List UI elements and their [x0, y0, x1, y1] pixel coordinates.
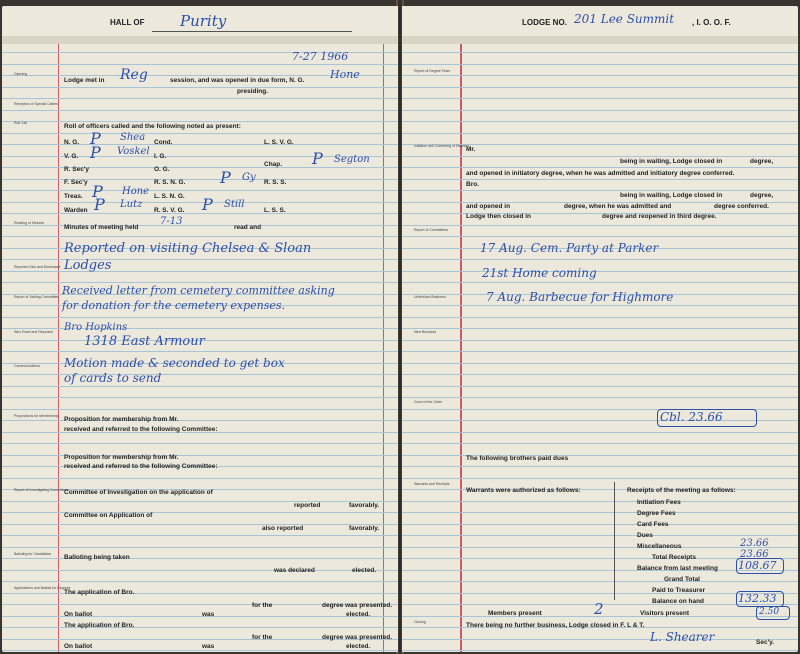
side-label: Report of Visiting Committee	[14, 295, 59, 299]
investigation-1: Committee of Investigation on the application of	[64, 489, 213, 496]
receipts-misc-val: 23.66	[740, 538, 769, 549]
top-band	[2, 36, 398, 44]
ruled-line	[2, 524, 398, 525]
ruled-line	[2, 443, 398, 444]
ruled-line	[402, 501, 798, 502]
roll-intro: Roll of officers called and the following noted as present:	[64, 123, 241, 130]
margin-line	[58, 44, 59, 652]
lodge-no-value: 201 Lee Summit	[574, 12, 675, 26]
side-label: Balloting for Candidates	[14, 552, 52, 556]
ruled-line	[2, 87, 398, 88]
ribbon-note: Cbl. 23.66	[660, 410, 723, 424]
application-1c: degree was presented.	[322, 602, 393, 609]
side-label: Reported Sick and Distressed	[14, 265, 61, 269]
application-2c: elected.	[346, 611, 371, 618]
members-present-val: 2	[594, 600, 604, 618]
receipts-dues: Dues	[637, 532, 653, 539]
ruled-line	[2, 144, 398, 145]
ruled-line	[402, 650, 798, 651]
ruled-line	[402, 466, 798, 467]
lsvg-label: L. S. V. G.	[264, 139, 294, 146]
side-label: Unfinished Business	[414, 295, 446, 299]
receipts-heading: Receipts of the meeting as follows:	[627, 487, 736, 494]
side-label: Opening	[14, 72, 28, 76]
ruled-line	[402, 374, 798, 375]
ruled-line	[402, 133, 798, 134]
side-label: Warrants and Receipts	[414, 482, 450, 486]
ruled-line	[2, 259, 398, 260]
application-1: The application of Bro.	[64, 589, 135, 596]
fsec-label: F. Sec'y	[64, 179, 88, 186]
ng-value: Hone	[330, 68, 360, 81]
ruled-line	[2, 64, 398, 65]
og-label: O. G.	[154, 166, 170, 173]
ruled-line	[402, 179, 798, 180]
init-l4: and opened in	[466, 203, 511, 210]
chap-name: Segton	[334, 154, 370, 165]
ruled-line	[2, 133, 398, 134]
rss-label: R. S. S.	[264, 179, 287, 186]
side-label: Closing	[414, 620, 426, 624]
hall-name: Purity	[180, 12, 227, 30]
investigation-2c: favorably.	[349, 525, 380, 532]
investigation-2: Committee on Application of	[64, 512, 153, 519]
side-label: Report of Degree Team	[414, 69, 451, 73]
receipts-paid: Paid to Treasurer	[652, 587, 706, 594]
application-4: On ballot	[64, 643, 93, 650]
lodge-no-label: LODGE NO.	[522, 18, 567, 27]
side-label: Good of the Order	[414, 400, 443, 404]
ruled-line	[2, 317, 398, 318]
ruled-line	[2, 386, 398, 387]
ruled-line	[402, 110, 798, 111]
ruled-line	[2, 225, 398, 226]
note-reported-1: Bro Hopkins	[64, 322, 128, 333]
side-label: Reception of Special Callers	[14, 102, 58, 106]
init-bro: Bro.	[466, 181, 479, 188]
cond-label: Cond.	[154, 139, 173, 146]
left-page	[2, 6, 398, 652]
rsng-mark: P	[220, 168, 231, 187]
ng-name: Shea	[120, 132, 146, 143]
application-3: The application of Bro.	[64, 622, 135, 629]
warrants-label: Warrants were authorized as follows:	[466, 487, 581, 494]
treas-label: Treas.	[64, 193, 83, 200]
visitors-present: Visitors present	[640, 610, 690, 617]
ruled-line	[2, 179, 398, 180]
ruled-line	[2, 535, 398, 536]
note-reported-2: 1318 East Armour	[84, 334, 205, 349]
vg-name: Voskel	[117, 146, 150, 157]
ruled-line	[2, 547, 398, 548]
receipts-balance: Balance from last meeting	[637, 565, 718, 572]
application-3b: for the	[252, 634, 273, 641]
ruled-line	[402, 547, 798, 548]
ruled-line	[2, 282, 398, 283]
visitors-box	[756, 606, 790, 620]
ruled-line	[2, 409, 398, 410]
side-label: Roll Call	[14, 121, 28, 125]
application-2b: was	[202, 611, 215, 618]
ruled-line	[402, 213, 798, 214]
vg-mark: P	[90, 143, 101, 162]
application-3c: degree was presented.	[322, 634, 393, 641]
receipts-initiation: Initiation Fees	[637, 499, 681, 506]
note-comm-2: of cards to send	[64, 371, 162, 385]
ruled-line	[402, 581, 798, 582]
ruled-line	[402, 75, 798, 76]
rsvg-name: Still	[224, 199, 245, 210]
ruled-line	[402, 271, 798, 272]
treas-name: Hone	[122, 186, 150, 197]
investigation-1c: favorably.	[349, 502, 380, 509]
warden-name: Lutz	[120, 199, 143, 210]
ruled-line	[402, 639, 798, 640]
rsec-label: R. Sec'y	[64, 166, 90, 173]
ruled-line	[2, 202, 398, 203]
ruled-line	[2, 167, 398, 168]
ruled-line	[402, 259, 798, 260]
chap-mark: P	[312, 149, 323, 168]
ruled-line	[2, 98, 398, 99]
receipts-total-val: 23.66	[740, 549, 769, 560]
ribbon-note-box	[657, 409, 757, 427]
ig-label: I. G.	[154, 153, 167, 160]
dues-label: The following brothers paid dues	[466, 455, 569, 462]
ruled-line	[402, 524, 798, 525]
ruled-line	[402, 317, 798, 318]
ruled-line	[402, 351, 798, 352]
init-l3b: degree,	[750, 192, 774, 199]
ruled-line	[2, 455, 398, 456]
rsng-label: R. S. N. G.	[154, 179, 186, 186]
note-right-2: 21st Home coming	[482, 266, 597, 280]
ruled-line	[402, 397, 798, 398]
ruled-line	[402, 282, 798, 283]
note-visit-1: Received letter from cemetery committee asking	[62, 284, 335, 297]
init-l1: being in waiting, Lodge closed in	[620, 158, 723, 165]
receipts-balance-val: 108.67	[738, 559, 777, 572]
warden-label: Warden	[64, 207, 88, 214]
right-margin-line	[383, 44, 384, 652]
ruled-line	[402, 455, 798, 456]
proposition-1b: received and referred to the following Committee:	[64, 426, 218, 433]
application-4b: was	[202, 643, 215, 650]
ruled-line	[402, 167, 798, 168]
receipts-divider	[614, 482, 615, 600]
ruled-line	[402, 328, 798, 329]
ruled-line	[402, 386, 798, 387]
balloting-1: Balloting being taken	[64, 554, 130, 561]
side-label: Reading of Minutes	[14, 221, 45, 225]
side-label: Communications	[14, 364, 41, 368]
side-label: Propositions for Membership	[14, 414, 59, 418]
ruled-line	[2, 627, 398, 628]
balloting-3: elected.	[352, 567, 377, 574]
receipts-card: Card Fees	[637, 521, 669, 528]
ruled-line	[402, 478, 798, 479]
side-label: New Business	[414, 330, 437, 334]
ruled-line	[2, 328, 398, 329]
ruled-line	[402, 52, 798, 53]
receipts-onhand-val: 132.33	[738, 592, 777, 605]
rsvg-label: R. S. V. G.	[154, 207, 185, 214]
ruled-line	[2, 190, 398, 191]
ruled-line	[2, 397, 398, 398]
note-right-3: 7 Aug. Barbecue for Highmore	[486, 290, 674, 304]
ruled-line	[2, 558, 398, 559]
investigation-1b: reported	[294, 502, 321, 509]
ruled-line	[402, 340, 798, 341]
ruled-line	[402, 489, 798, 490]
side-label: Initiation and Conferring of Degrees	[414, 144, 470, 148]
opening-text1: Lodge met in	[64, 77, 105, 84]
init-l2: and opened in initiatory degree, when he was admitted and initiatory degree conferred.	[466, 170, 735, 177]
vg-label: V. G.	[64, 153, 79, 160]
ruled-line	[402, 156, 798, 157]
receipts-degree: Degree Fees	[637, 510, 676, 517]
meeting-date: 7-27 1966	[292, 50, 349, 63]
ruled-line	[2, 593, 398, 594]
ruled-line	[402, 236, 798, 237]
proposition-1: Proposition for membership from Mr.	[64, 416, 179, 423]
application-1b: for the	[252, 602, 273, 609]
right-page	[402, 6, 798, 652]
ruled-line	[2, 581, 398, 582]
application-2: On ballot	[64, 611, 93, 618]
ruled-line	[2, 374, 398, 375]
visitors-present-val: 2.50	[759, 607, 780, 617]
note-sick-2: Lodges	[64, 258, 112, 273]
minutes-text2: read and	[234, 224, 262, 231]
lsng-label: L. S. N. G.	[154, 193, 185, 200]
session-value: Reg	[120, 67, 148, 83]
side-label: Applications and Ballots for Degrees	[14, 586, 71, 590]
note-sick-1: Reported on visiting Chelsea & Sloan	[64, 241, 312, 256]
receipts-grand: Grand Total	[664, 576, 700, 583]
members-present: Members present	[488, 610, 542, 617]
hall-of-label: HALL OF	[110, 18, 145, 27]
note-visit-2: for donation for the cemetery expenses.	[62, 299, 286, 312]
closing-text: There being no further business, Lodge closed in F. L & T.	[466, 622, 645, 629]
minutes-text1: Minutes of meeting held	[64, 224, 139, 231]
opening-text2: session, and was opened in due form, N. G.	[170, 77, 305, 84]
ruled-line	[402, 87, 798, 88]
ruled-line	[402, 305, 798, 306]
ioof-label: , I. O. O. F.	[692, 18, 731, 27]
init-l3: being in waiting, Lodge closed in	[620, 192, 723, 199]
ruled-line	[2, 616, 398, 617]
application-4c: elected.	[346, 643, 371, 650]
ruled-line	[2, 420, 398, 421]
ruled-line	[2, 650, 398, 651]
investigation-2b: also reported	[262, 525, 304, 532]
secy-label: Sec'y.	[756, 639, 775, 646]
ruled-line	[402, 512, 798, 513]
side-label: Report of Committees	[414, 228, 449, 232]
ruled-line	[402, 225, 798, 226]
ruled-line	[2, 110, 398, 111]
rsng-name: Gy	[242, 172, 256, 183]
init-l1b: degree,	[750, 158, 774, 165]
proposition-2: Proposition for membership from Mr.	[64, 454, 179, 461]
treas-mark: P	[92, 182, 103, 201]
ruled-line	[2, 501, 398, 502]
ruled-line	[402, 443, 798, 444]
ruled-line	[402, 64, 798, 65]
ruled-line	[2, 570, 398, 571]
ruled-line	[2, 512, 398, 513]
margin-line	[460, 44, 462, 652]
secretary-signature: L. Shearer	[650, 630, 715, 644]
ng-mark: P	[90, 129, 101, 148]
ruled-line	[2, 121, 398, 122]
opening-text3: presiding.	[237, 88, 269, 95]
rsvg-mark: P	[202, 195, 213, 214]
init-l5b: degree and reopened in third degree.	[602, 213, 717, 220]
init-l4c: degree conferred.	[714, 203, 769, 210]
minutes-date: 7-13	[160, 216, 183, 227]
ruled-line	[2, 271, 398, 272]
chap-label: Chap.	[264, 161, 283, 168]
note-right-1: 17 Aug. Cem. Party at Parker	[480, 241, 659, 255]
ruled-line	[2, 236, 398, 237]
ruled-line	[402, 98, 798, 99]
ruled-line	[2, 213, 398, 214]
init-l4b: degree, when he was admitted and	[564, 203, 672, 210]
onhand-box	[736, 591, 784, 607]
ruled-line	[2, 351, 398, 352]
proposition-2b: received and referred to the following Committee:	[64, 463, 218, 470]
ruled-line	[402, 432, 798, 433]
ruled-line	[402, 535, 798, 536]
receipts-total: Total Receipts	[652, 554, 696, 561]
warden-mark: P	[94, 195, 105, 214]
note-comm-1: Motion made & seconded to get box	[64, 356, 285, 370]
ruled-line	[402, 190, 798, 191]
balance-box	[736, 558, 784, 574]
balloting-2: was declared	[274, 567, 315, 574]
side-label: Report of Investigating Committees	[14, 488, 69, 492]
ruled-line	[402, 363, 798, 364]
ruled-line	[402, 121, 798, 122]
ruled-line	[2, 478, 398, 479]
side-label: Who Read and Reported	[14, 330, 53, 334]
top-band	[402, 36, 798, 44]
receipts-onhand: Balance on hand	[652, 598, 705, 605]
receipts-misc: Miscellaneous	[637, 543, 682, 550]
ng-label: N. G.	[64, 139, 80, 146]
init-l5: Lodge then closed in	[466, 213, 532, 220]
lss-label: L. S. S.	[264, 207, 286, 214]
init-mr: Mr.	[466, 146, 476, 153]
